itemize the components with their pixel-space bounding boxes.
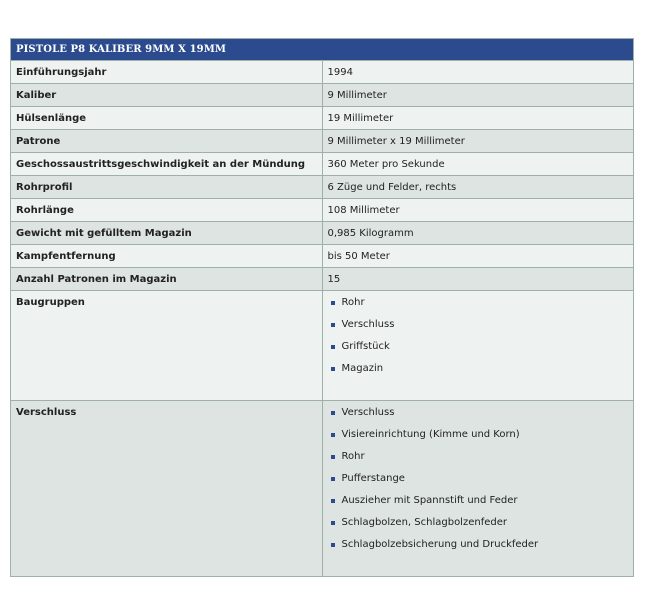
table-row bbox=[11, 268, 634, 291]
table-row bbox=[11, 130, 634, 153]
list-item: Verschluss bbox=[328, 407, 629, 429]
table-row bbox=[11, 245, 634, 268]
baugruppen-list-cell bbox=[322, 291, 634, 401]
bullet-square-icon bbox=[331, 477, 335, 481]
list-item: Griffstück bbox=[328, 341, 629, 363]
verschluss-row bbox=[11, 401, 634, 577]
table-row bbox=[11, 61, 634, 84]
list-item: Rohr bbox=[328, 297, 629, 319]
row-value: 19 Millimeter bbox=[322, 107, 634, 130]
list-item: Schlagbolzen, Schlagbolzenfeder bbox=[328, 517, 629, 539]
baugruppen-label: Baugruppen bbox=[11, 291, 323, 401]
bullet-square-icon bbox=[331, 323, 335, 327]
verschluss-list bbox=[328, 407, 629, 561]
row-value: 1994 bbox=[322, 61, 634, 84]
row-value: 6 Züge und Felder, rechts bbox=[322, 176, 634, 199]
list-item: Verschluss bbox=[328, 319, 629, 341]
row-value: 108 Millimeter bbox=[322, 199, 634, 222]
bullet-square-icon bbox=[331, 543, 335, 547]
bullet-square-icon bbox=[331, 411, 335, 415]
row-label: Rohrprofil bbox=[11, 176, 323, 199]
table-title: PISTOLE P8 KALIBER 9MM X 19MM bbox=[11, 39, 634, 61]
row-label: Kampfentfernung bbox=[11, 245, 323, 268]
specs-table bbox=[10, 38, 634, 577]
table-row bbox=[11, 153, 634, 176]
row-label: Einführungsjahr bbox=[11, 61, 323, 84]
table-row bbox=[11, 107, 634, 130]
table-header-row bbox=[11, 39, 634, 61]
bullet-square-icon bbox=[331, 433, 335, 437]
row-label: Anzahl Patronen im Magazin bbox=[11, 268, 323, 291]
table-row bbox=[11, 84, 634, 107]
table-row bbox=[11, 176, 634, 199]
row-value: 360 Meter pro Sekunde bbox=[322, 153, 634, 176]
bullet-square-icon bbox=[331, 455, 335, 459]
list-item: Visiereinrichtung (Kimme und Korn) bbox=[328, 429, 629, 451]
row-value: 0,985 Kilogramm bbox=[322, 222, 634, 245]
baugruppen-row bbox=[11, 291, 634, 401]
baugruppen-list bbox=[328, 297, 629, 385]
list-item: Rohr bbox=[328, 451, 629, 473]
bullet-square-icon bbox=[331, 521, 335, 525]
table-row bbox=[11, 199, 634, 222]
row-value: 9 Millimeter x 19 Millimeter bbox=[322, 130, 634, 153]
row-value: bis 50 Meter bbox=[322, 245, 634, 268]
list-item: Pufferstange bbox=[328, 473, 629, 495]
bullet-square-icon bbox=[331, 499, 335, 503]
table-row bbox=[11, 222, 634, 245]
bullet-square-icon bbox=[331, 367, 335, 371]
row-label: Rohrlänge bbox=[11, 199, 323, 222]
row-label: Hülsenlänge bbox=[11, 107, 323, 130]
list-item: Magazin bbox=[328, 363, 629, 385]
verschluss-label: Verschluss bbox=[11, 401, 323, 577]
bullet-square-icon bbox=[331, 345, 335, 349]
verschluss-list-cell bbox=[322, 401, 634, 577]
row-value: 15 bbox=[322, 268, 634, 291]
list-item: Schlagbolzebsicherung und Druckfeder bbox=[328, 539, 629, 561]
row-label: Gewicht mit gefülltem Magazin bbox=[11, 222, 323, 245]
row-label: Patrone bbox=[11, 130, 323, 153]
row-value: 9 Millimeter bbox=[322, 84, 634, 107]
row-label: Geschossaustrittsgeschwindigkeit an der Mündung bbox=[11, 153, 323, 176]
bullet-square-icon bbox=[331, 301, 335, 305]
list-item: Auszieher mit Spannstift und Feder bbox=[328, 495, 629, 517]
row-label: Kaliber bbox=[11, 84, 323, 107]
